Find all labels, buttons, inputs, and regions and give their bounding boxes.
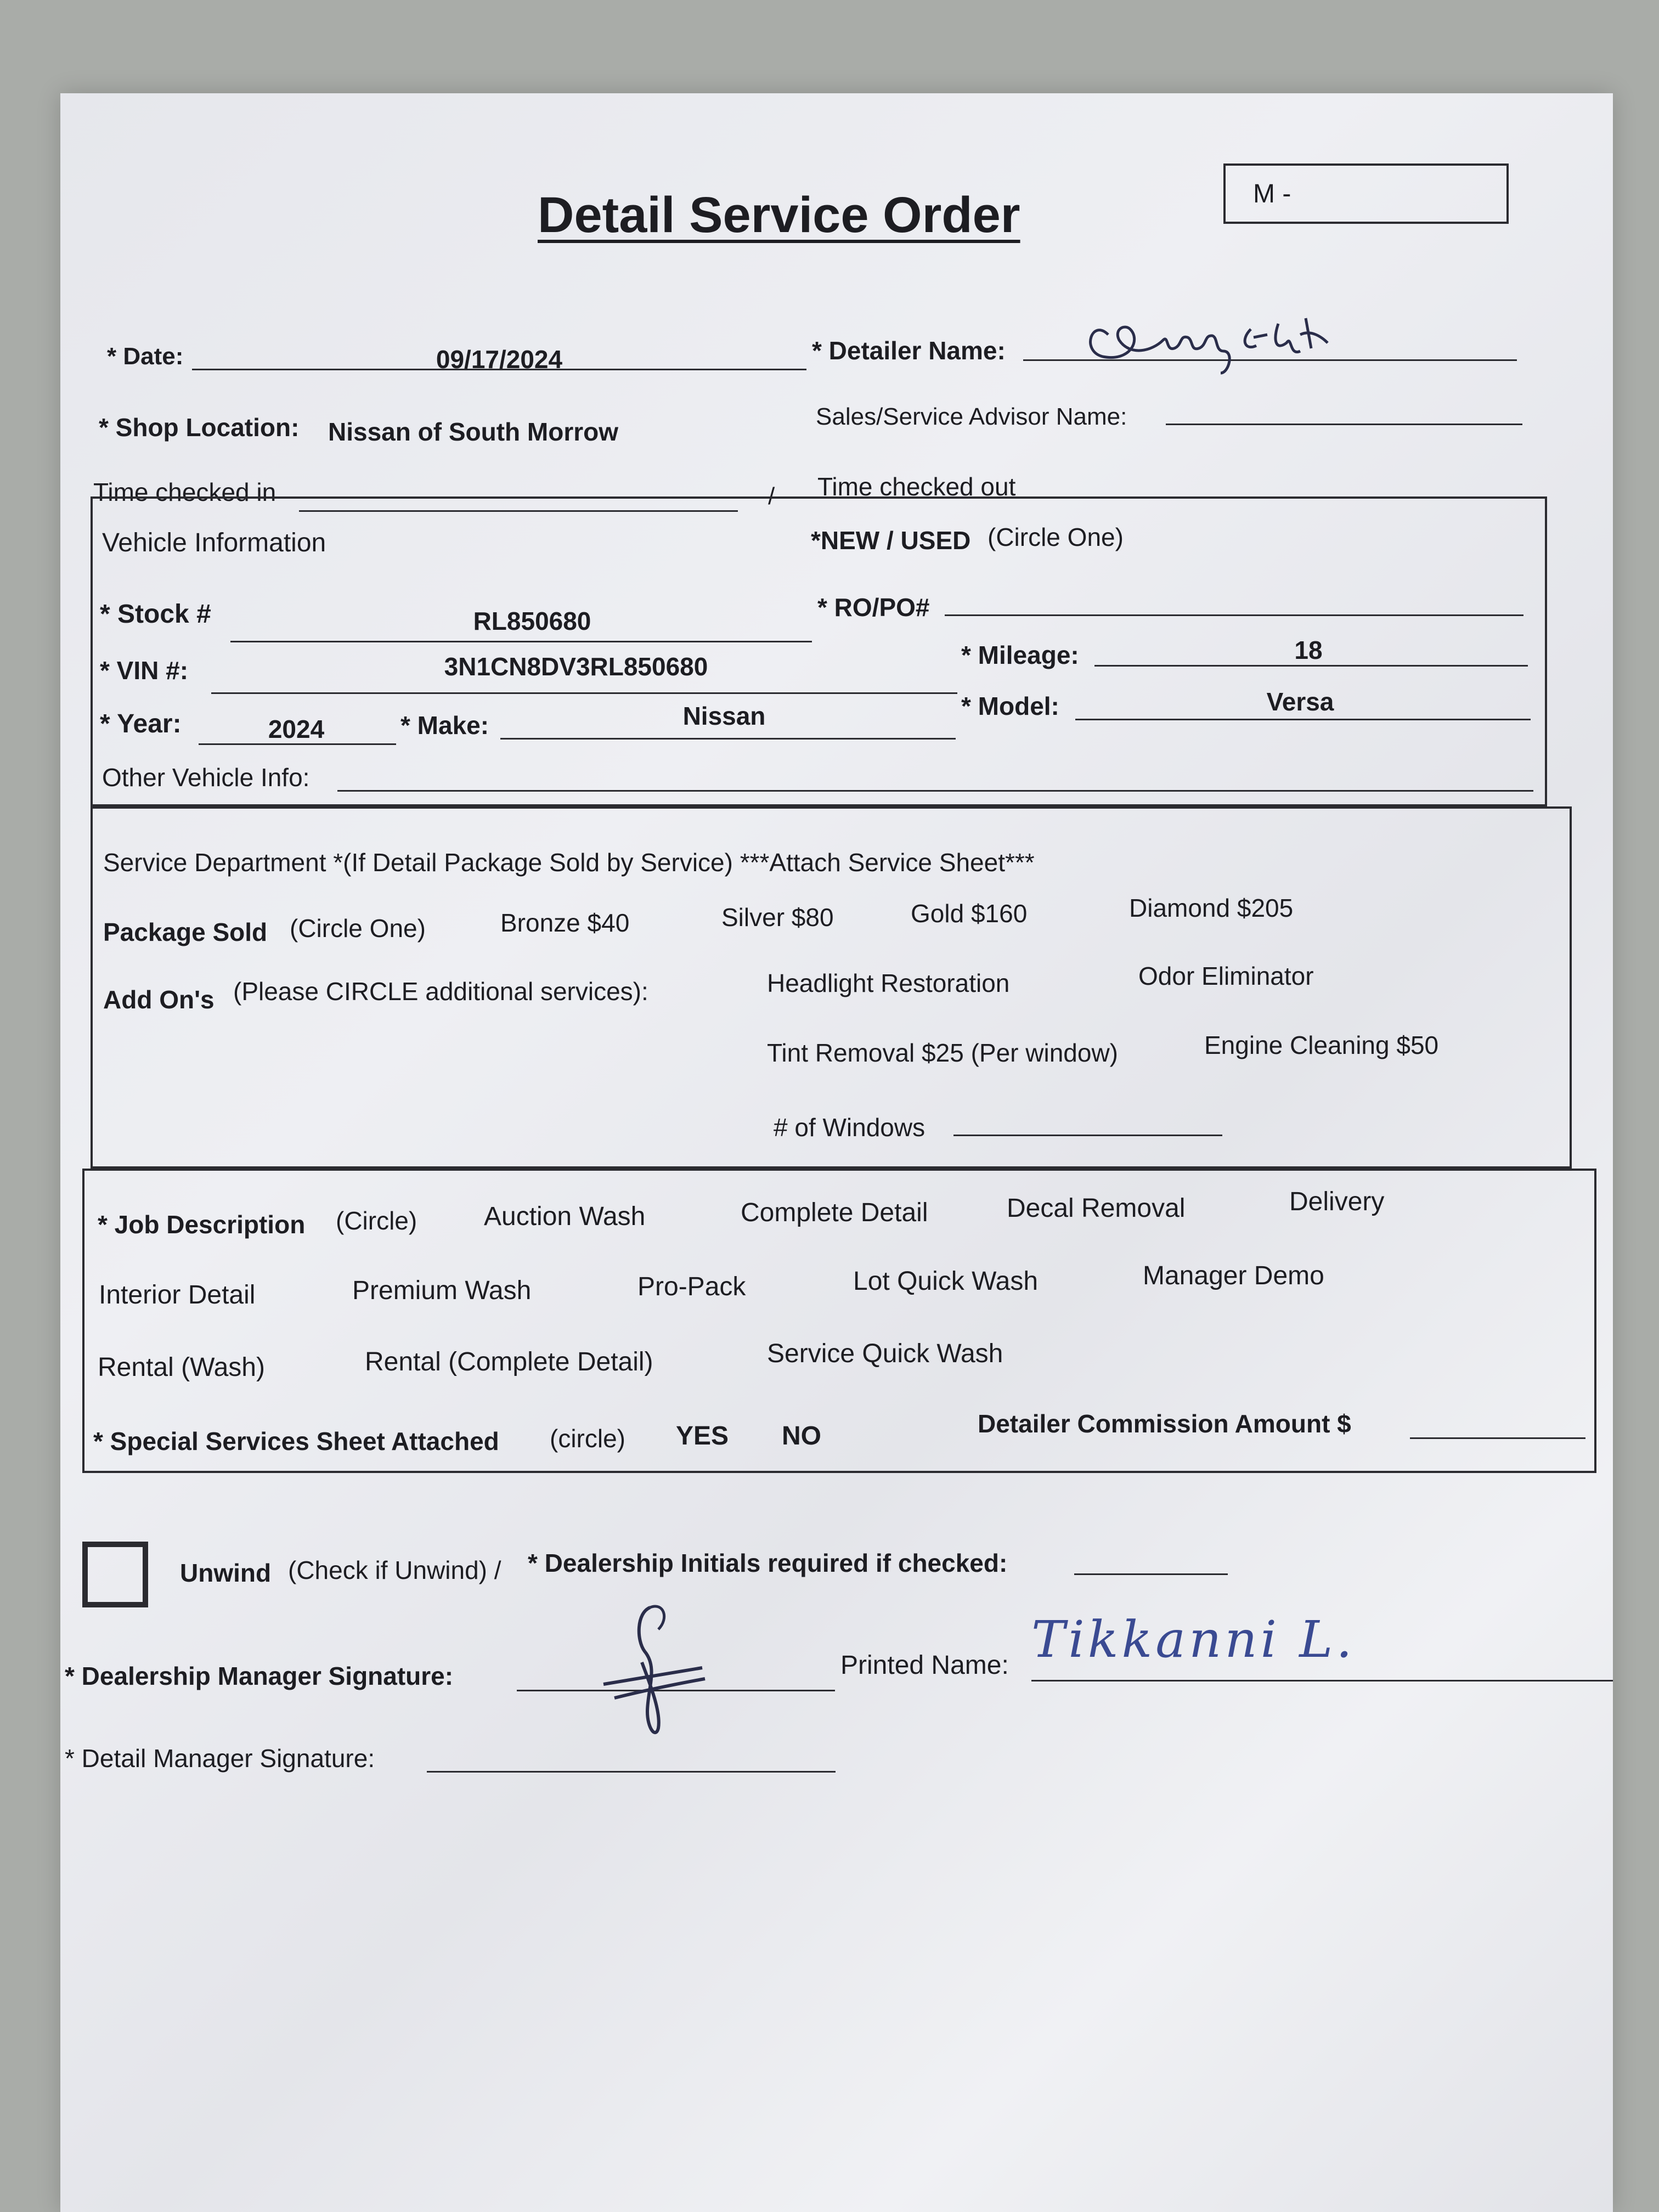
manager-signature [554,1602,730,1745]
time-out-label: Time checked out [817,472,1016,501]
job-description-label: * Job Description [98,1210,306,1239]
package-silver[interactable]: Silver $80 [721,903,834,932]
mileage-label: * Mileage: [961,641,1079,669]
addon-engine-cleaning[interactable]: Engine Cleaning $50 [1204,1031,1439,1059]
job-service-quick-wash[interactable]: Service Quick Wash [767,1339,1003,1368]
vin-value: 3N1CN8DV3RL850680 [444,652,708,681]
make-line[interactable] [500,738,956,740]
unwind-checkbox[interactable] [82,1542,148,1607]
advisor-name-line[interactable] [1166,424,1522,425]
special-services-label: * Special Services Sheet Attached [93,1427,499,1455]
windows-label: # of Windows [774,1113,926,1142]
job-auction-wash[interactable]: Auction Wash [484,1202,646,1231]
date-value: 09/17/2024 [436,345,563,374]
time-in-label: Time checked in [93,478,276,506]
new-used-label[interactable]: *NEW / USED [811,526,971,555]
printed-name-line[interactable] [1031,1680,1613,1681]
addon-tint-removal[interactable]: Tint Removal $25 (Per window) [767,1039,1118,1067]
form-title: Detail Service Order [538,187,1020,243]
model-label: * Model: [961,692,1059,720]
unwind-label: Unwind [180,1559,272,1587]
special-services-note: (circle) [550,1424,625,1453]
package-sold-label: Package Sold [103,918,268,946]
model-line[interactable] [1075,719,1531,720]
addons-note: (Please CIRCLE additional services): [233,977,648,1006]
commission-line[interactable] [1410,1437,1585,1439]
vehicle-info-heading: Vehicle Information [102,528,326,557]
shop-location-label: * Shop Location: [99,413,300,442]
job-rental-complete-detail[interactable]: Rental (Complete Detail) [365,1347,653,1376]
commission-label: Detailer Commission Amount $ [978,1409,1351,1438]
mileage-line[interactable] [1094,665,1528,667]
form-number-label: M - [1253,179,1291,208]
detail-manager-signature-line[interactable] [427,1771,836,1773]
stock-value: RL850680 [473,607,591,635]
job-premium-wash[interactable]: Premium Wash [352,1276,532,1305]
job-lot-quick-wash[interactable]: Lot Quick Wash [853,1267,1039,1296]
stock-line[interactable] [230,641,812,642]
form-number-box[interactable] [1223,163,1509,224]
ropo-label: * RO/PO# [817,593,930,622]
year-label: * Year: [100,709,182,738]
job-description-note: (Circle) [336,1206,417,1235]
new-used-note: (Circle One) [988,523,1124,551]
vin-line[interactable] [211,692,957,694]
vin-label: * VIN #: [100,656,189,685]
ropo-line[interactable] [945,614,1523,616]
addons-label: Add On's [103,985,215,1014]
manager-signature-label: * Dealership Manager Signature: [65,1662,454,1690]
package-diamond[interactable]: Diamond $205 [1129,894,1294,922]
model-value: Versa [1266,687,1334,716]
addon-odor-eliminator[interactable]: Odor Eliminator [1138,962,1314,990]
job-rental-wash[interactable]: Rental (Wash) [98,1353,265,1382]
special-services-no[interactable]: NO [782,1421,821,1451]
windows-line[interactable] [953,1135,1222,1136]
special-services-yes[interactable]: YES [676,1421,729,1451]
detailer-name-label: * Detailer Name: [812,336,1006,365]
year-value: 2024 [268,715,325,743]
service-heading: Service Department *(If Detail Package Sold by Service) ***Attach Service Sheet*** [103,848,1035,877]
time-separator: / [768,483,775,510]
job-decal-removal[interactable]: Decal Removal [1007,1194,1186,1223]
printed-name-label: Printed Name: [840,1651,1009,1680]
make-label: * Make: [400,711,489,740]
job-manager-demo[interactable]: Manager Demo [1143,1261,1324,1290]
package-sold-note: (Circle One) [290,914,426,943]
addon-headlight-restoration[interactable]: Headlight Restoration [767,969,1010,997]
initials-line[interactable] [1074,1573,1228,1575]
detailer-signature [1070,296,1355,379]
mileage-value: 18 [1294,636,1323,664]
shop-location-value: Nissan of South Morrow [328,417,618,446]
job-delivery[interactable]: Delivery [1289,1187,1385,1216]
package-gold[interactable]: Gold $160 [911,899,1028,928]
advisor-label: Sales/Service Advisor Name: [816,403,1127,430]
unwind-note: (Check if Unwind) / [288,1556,501,1584]
job-complete-detail[interactable]: Complete Detail [741,1198,928,1227]
make-value: Nissan [682,702,766,730]
job-pro-pack[interactable]: Pro-Pack [637,1272,746,1301]
other-vehicle-info-label: Other Vehicle Info: [102,763,310,792]
package-bronze[interactable]: Bronze $40 [500,909,630,937]
printed-name-value: Tikkanni L. [1031,1610,1356,1669]
detail-manager-signature-label: * Detail Manager Signature: [65,1744,375,1773]
job-interior-detail[interactable]: Interior Detail [99,1280,256,1310]
other-vehicle-info-line[interactable] [337,790,1533,792]
initials-label: * Dealership Initials required if checked: [528,1549,1008,1577]
stock-label: * Stock # [100,600,211,629]
date-label: * Date: [107,343,184,370]
